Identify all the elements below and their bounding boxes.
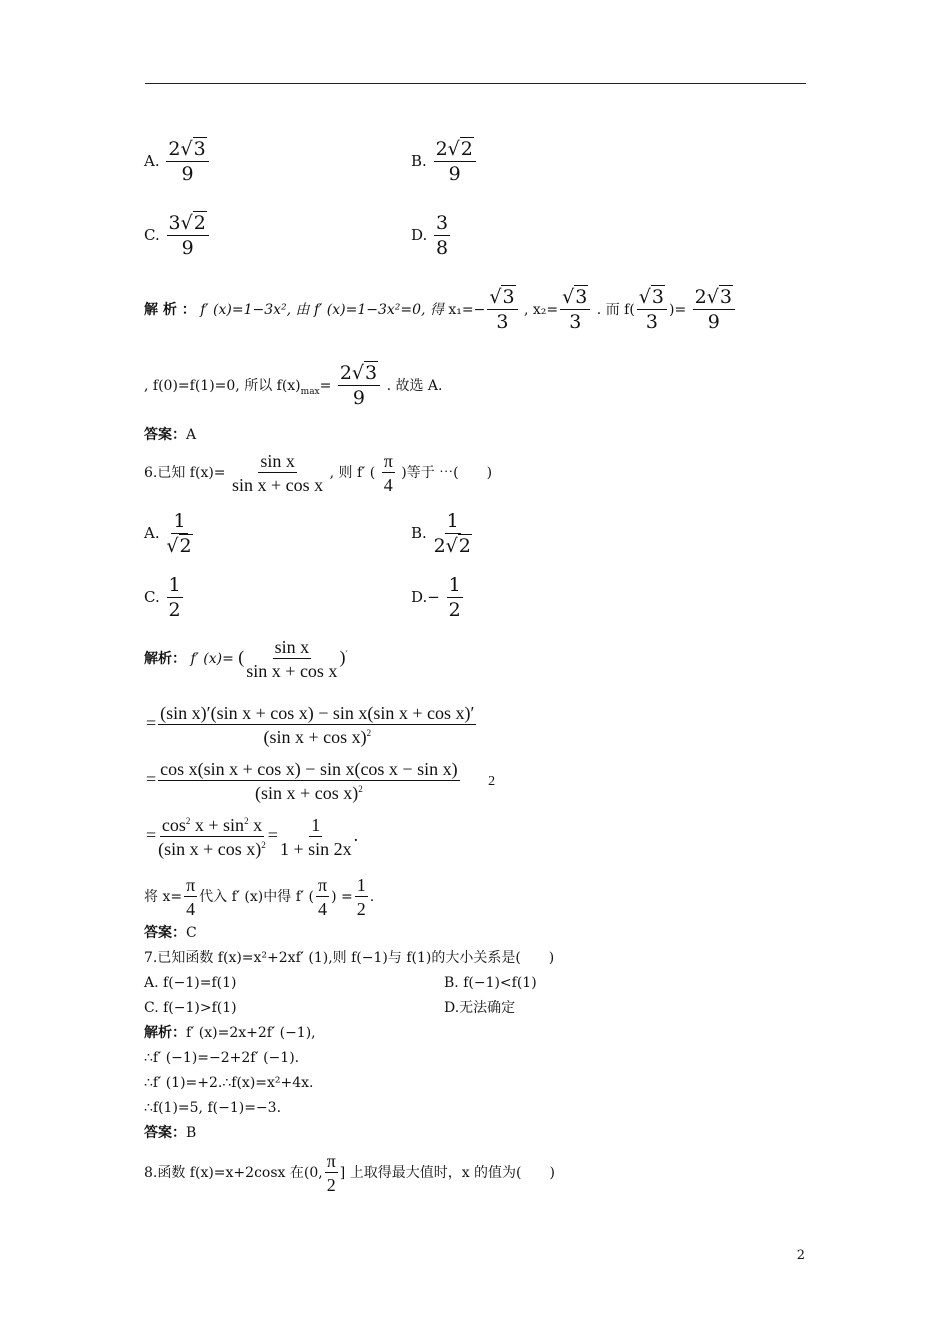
- q7-option-c: C. f(−1)>f(1): [144, 1000, 237, 1016]
- q6-option-d: D.− $\frac{1}{2}$: [411, 574, 461, 621]
- q5-option-a: A. $\frac{2√3}{9}$: [144, 140, 211, 184]
- q7-analysis-3: ∴f′ (1)=+2.∴f(x)=x²+4x.: [144, 1075, 314, 1091]
- q6-analysis: 解析： f′ (x)= ( $\frac{\text{sin x}}{\text{sin x + cos x}}$ )′: [144, 637, 348, 681]
- q7-option-a: A. f(−1)=f(1): [144, 975, 237, 991]
- q5-answer: 答案：A: [144, 427, 197, 443]
- header-rule: [145, 83, 806, 84]
- q6-stem: 6.已知 f(x)= $\frac{\text{sin x}}{\text{sin x + cos x}}$ , 则 f′ ( $\frac{\pi}{4}$ )等于 ⋯( ): [144, 451, 493, 495]
- q6-line3: = $\frac{\cos^2 x + \sin^2 x}{(\sin x + \cos x)^2}$ = $\frac{1}{1 + \sin 2x}$ .: [146, 815, 359, 859]
- q6-line1: = $\frac{\text{(sin x)′(sin x + cos x) − sin x(sin x + cos x)′}}{(\sin x + \cos x)^2}$: [146, 703, 475, 747]
- q5-option-d: D. $\frac{3}{8}$: [411, 212, 449, 259]
- q6-option-b: B. $\frac{1}{2√2}$: [411, 510, 471, 557]
- q6-substitute: 将 x= $\frac{\pi}{4}$ 代入 f′ (x)中得 f′ ( $\frac{\pi}{4}$ ) = $\frac{1}{2}$ .: [144, 875, 375, 919]
- q7-analysis: 解析：f′ (x)=2x+2f′ (−1),: [144, 1025, 316, 1041]
- q6-option-a: A. $\frac{1}{√2}$: [144, 510, 192, 557]
- q7-stem: 7.已知函数 f(x)=x²+2xf′ (1),则 f(−1)与 f(1)的大小关系是( ): [144, 950, 555, 966]
- q7-analysis-4: ∴f(1)=5, f(−1)=−3.: [144, 1100, 282, 1116]
- q5-option-c: C. $\frac{3√2}{9}$: [144, 214, 211, 258]
- q5-analysis-line2: , f(0)=f(1)=0, 所以 $f(x)_{max}=$ $\frac{2√3}{9}$ . 故选 A.: [144, 362, 443, 409]
- q7-analysis-2: ∴f′ (−1)=−2+2f′ (−1).: [144, 1050, 300, 1066]
- q6-line2: = $\frac{\text{cos x(sin x + cos x) − sin x(cos x − sin x)}}{(\sin x + \cos x)^2}$ 2: [146, 759, 496, 803]
- q6-answer: 答案：C: [144, 925, 197, 941]
- page-number: 2: [796, 1248, 805, 1263]
- q7-option-d: D.无法确定: [444, 1000, 516, 1016]
- q6-option-c: C. $\frac{1}{2}$: [144, 574, 181, 621]
- q5-analysis: 解 析 ： f′ (x)=1−3x², 由 f′ (x)=1−3x²=0, 得 x₁=− $\frac{√3}{3}$ , x₂= $\frac{√3}{3}$ . 而 f( $\frac{√3}{3}$ )= $\frac{2√3}{9}$: [144, 288, 737, 332]
- q7-answer: 答案：B: [144, 1125, 197, 1141]
- q8-stem: 8.函数 f(x)=x+2cosx 在(0, $\frac{\pi}{2}$ ] 上取得最大值时，x 的值为( ): [144, 1151, 555, 1195]
- q7-option-b: B. f(−1)<f(1): [444, 975, 537, 991]
- q5-option-b: B. $\frac{2√2}{9}$: [411, 140, 478, 184]
